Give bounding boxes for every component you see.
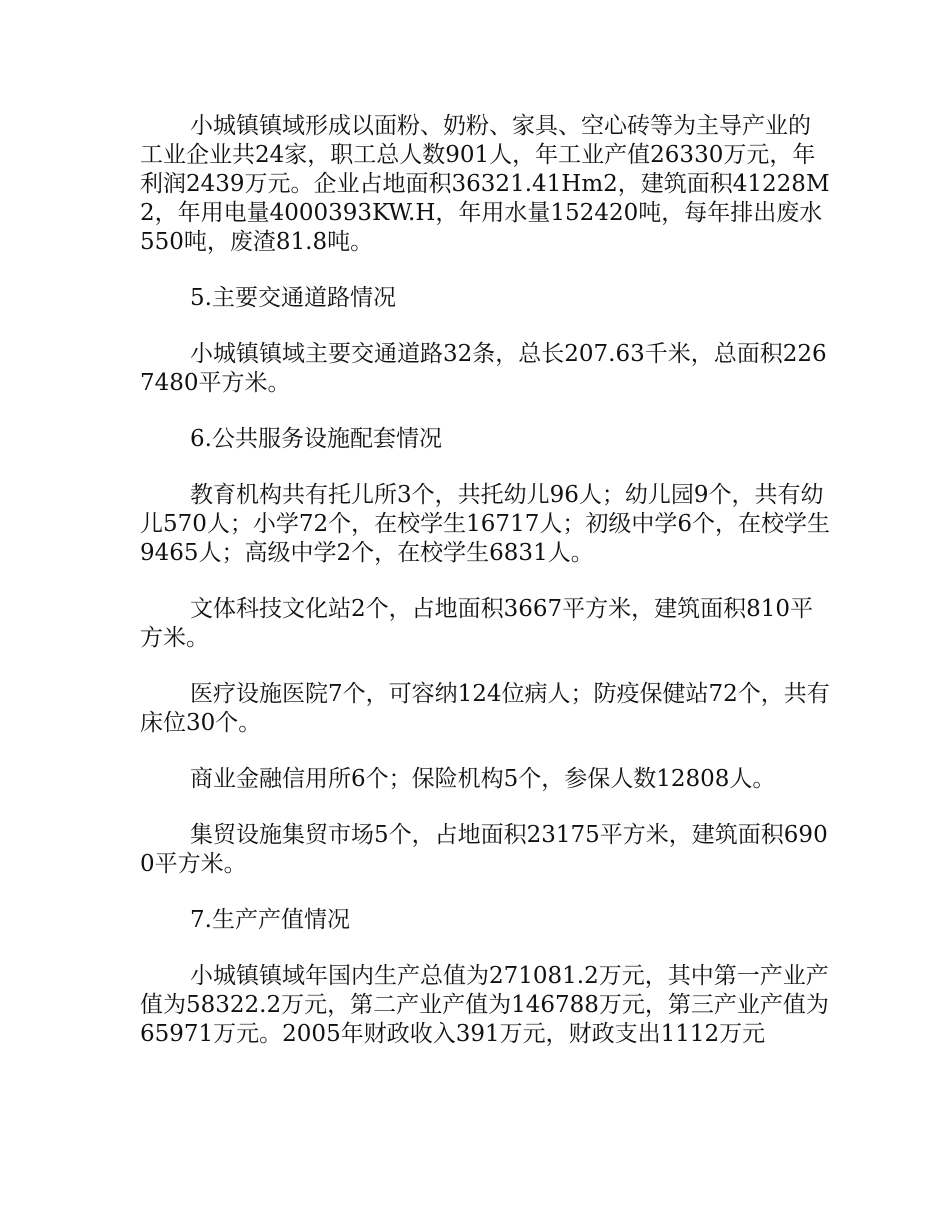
paragraph-culture: 文体科技文化站2个，占地面积3667平方米，建筑面积810平方米。 (140, 596, 814, 651)
section-heading-public-services: 6.公共服务设施配套情况 (190, 426, 442, 452)
paragraph-roads: 小城镇镇域主要交通道路32条，总长207.63千米，总面积2267480平方米。 (140, 341, 827, 396)
paragraph-industry: 小城镇镇域形成以面粉、奶粉、家具、空心砖等为主导产业的工业企业共24家，职工总人数901人，年工业产值26330万元，年利润2439万元。企业占地面积36321.41Hm2，建筑面积41228M2，年用电量4000393KW.H，年用水量152420吨，每年排出废水550吨，废渣81.8吨。 (140, 113, 830, 255)
paragraph-education: 教育机构共有托儿所3个，共托幼儿96人；幼儿园9个，共有幼儿570人；小学72个，在校学生16717人；初级中学6个，在校学生9465人；高级中学2个，在校学生6831人。 (140, 482, 830, 566)
section-heading-output: 7.生产产值情况 (190, 907, 350, 933)
paragraph-market: 集贸设施集贸市场5个，占地面积23175平方米，建筑面积6900平方米。 (140, 822, 828, 877)
paragraph-finance: 商业金融信用所6个；保险机构5个，参保人数12808人。 (190, 766, 776, 792)
section-heading-roads: 5.主要交通道路情况 (190, 285, 396, 311)
paragraph-medical: 医疗设施医院7个，可容纳124位病人；防疫保健站72个，共有床位30个。 (140, 681, 830, 736)
paragraph-output: 小城镇镇域年国内生产总值为271081.2万元，其中第一产业产值为58322.2万元，第二产业产值为146788万元，第三产业产值为65971万元。2005年财政收入391万元，财政支出1112万元 (140, 963, 829, 1047)
document-page (140, 112, 830, 1076)
